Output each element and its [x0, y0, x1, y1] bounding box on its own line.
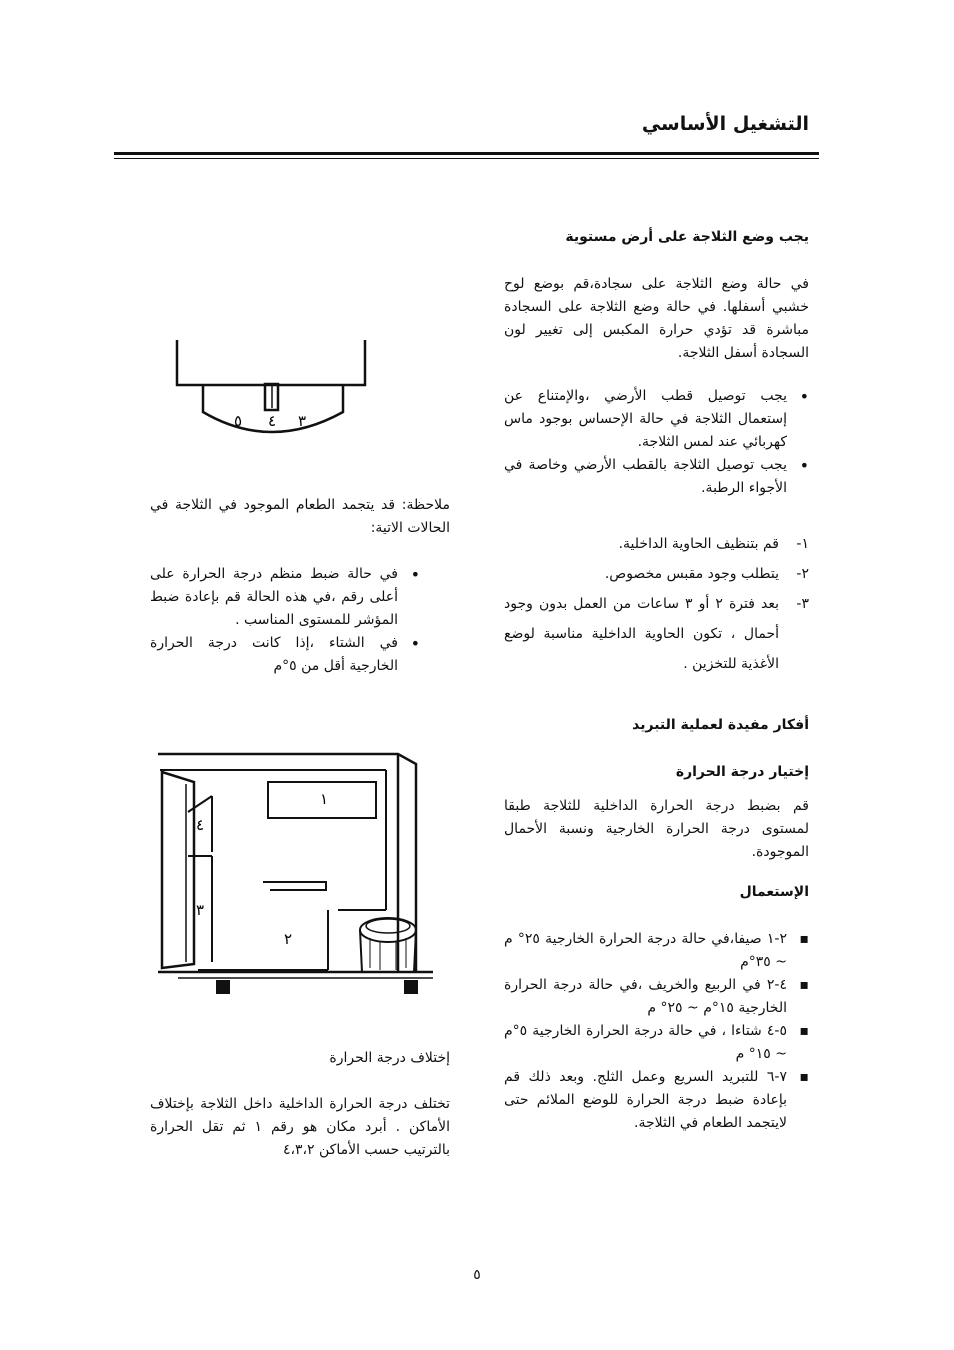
thermostat-dial-diagram — [150, 322, 390, 452]
step-item: ٣- بعد فترة ٢ أو ٣ ساعات من العمل بدون وجود أحمال ، تكون الحاوية الداخلية مناسبة لوضع الأغذية للتخزين . — [504, 596, 809, 672]
temp-variation-heading: إختلاف درجة الحرارة — [329, 1050, 450, 1066]
grounding-list — [504, 385, 809, 500]
temp-select-heading: إختيار درجة الحرارة — [675, 764, 809, 780]
header-rule-thin — [114, 158, 819, 159]
usage-heading: الإستعمال — [739, 884, 809, 900]
usage-item: ▪ ٢-١ صيفا،في حالة درجة الحرارة الخارجية ٢٥° م ~ ٣٥°م — [504, 928, 809, 974]
freezing-note: ملاحظة: قد يتجمد الطعام الموجود في الثلاجة في الحالات الاتية: — [150, 497, 450, 536]
dial-label-5: ٥ — [233, 412, 243, 430]
usage-item: ▪ ٤-٢ في الربيع والخريف ،في حالة درجة الحرارة الخارجية ١٥°م ~ ٢٥° م — [504, 974, 809, 1020]
preparation-steps — [504, 529, 809, 679]
step-item: ١- قم بتنظيف الحاوية الداخلية. — [618, 536, 809, 552]
zone-label-4: ٤ — [195, 816, 205, 834]
carpet-paragraph: في حالة وضع الثلاجة على سجادة،قم بوضع لوح خشبي أسفلها. في حالة وضع الثلاجة على السجادة مباشرة قد تؤدي حرارة المكبس إلى تغيير لون السجادة أسفل الثلاجة. — [504, 276, 809, 361]
dial-label-3: ٣ — [297, 412, 307, 430]
grounding-item: • يجب توصيل الثلاجة بالقطب الأرضي وخاصة في الأجواء الرطبة. — [504, 454, 809, 500]
usage-list — [504, 928, 809, 1135]
header-rule-thick — [114, 152, 819, 155]
cooling-tips-heading: أفكار مفيدة لعملية التبريد — [632, 717, 809, 733]
page-title: التشغيل الأساسي — [641, 113, 809, 135]
fridge-zones-diagram — [148, 742, 448, 1017]
freezing-note-item: • في حالة ضبط منظم درجة الحرارة على أعلى رقم ،في هذه الحالة قم بإعادة ضبط المؤشر للمستوى المناسب . — [150, 563, 420, 632]
temp-variation-paragraph: تختلف درجة الحرارة الداخلية داخل الثلاجة بإختلاف الأماكن . أبرد مكان هو رقم ١ ثم تقل الحرارة بالترتيب حسب الأماكن ٤،٣،٢ — [150, 1096, 450, 1158]
zone-label-3: ٣ — [195, 901, 205, 919]
step-item: ٢- يتطلب وجود مقبس مخصوص. — [604, 566, 809, 582]
dial-label-4: ٤ — [267, 412, 277, 430]
grounding-item: • يجب توصيل قطب الأرضي ،والإمتناع عن إستعمال الثلاجة في حالة الإحساس بوجود ماس كهربائي عند لمس الثلاجة. — [504, 385, 809, 454]
freezing-note-list — [150, 563, 420, 678]
temp-select-paragraph: قم بضبط درجة الحرارة الداخلية للثلاجة طبقا لمستوى درجة الحرارة الخارجية ونسبة الأحمال الموجودة. — [504, 798, 809, 860]
section-heading-level-floor: يجب وضع الثلاجة على أرض مستوية — [565, 229, 809, 245]
zone-label-1: ١ — [319, 790, 329, 808]
usage-item: ▪ ٧-٦ للتبريد السريع وعمل الثلج. وبعد ذلك قم بإعادة ضبط درجة الحرارة للوضع الملائم حتى لايتجمد الطعام في الثلاجة. — [504, 1066, 809, 1135]
freezing-note-item: • في الشتاء ،إذا كانت درجة الحرارة الخارجية أقل من ٥°م — [150, 632, 420, 678]
zone-label-2: ٢ — [283, 930, 293, 948]
usage-item: ▪ ٥-٤ شتاءا ، في حالة درجة الحرارة الخارجية ٥°م ~ ١٥° م — [504, 1020, 809, 1066]
page-number: ٥ — [473, 1267, 481, 1283]
